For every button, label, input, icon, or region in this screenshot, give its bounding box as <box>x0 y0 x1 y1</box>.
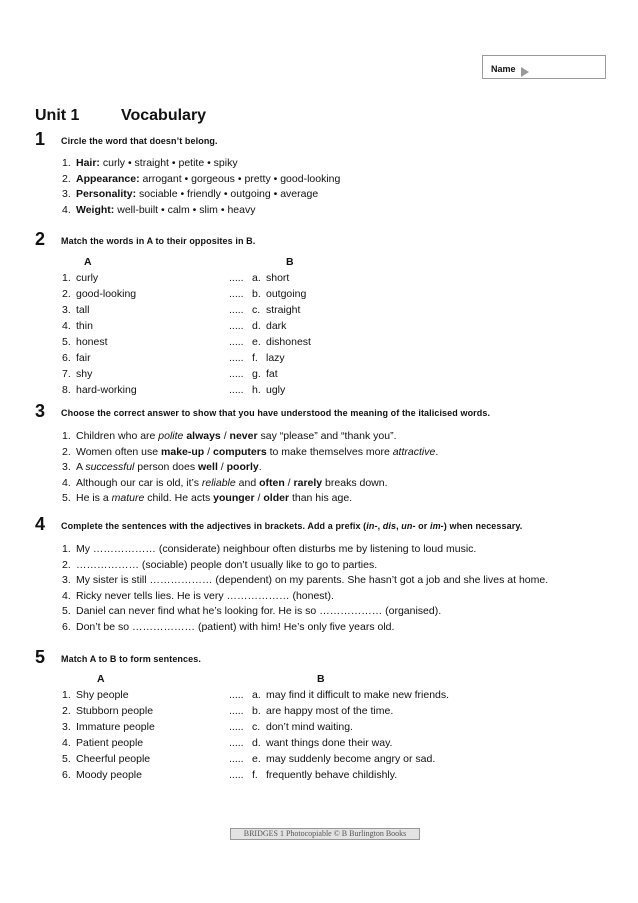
list-item: 2. Appearance: arrogant • gorgeous • pretty • good-looking <box>62 172 341 185</box>
list-item: 2. ……………… (sociable) people don’t usually like to go to parties. <box>62 558 378 571</box>
list-item: 2. Women often use make-up / computers to make themselves more attractive. <box>62 445 439 458</box>
list-item: 3. Personality: sociable • friendly • outgoing • average <box>62 188 319 200</box>
section-number: 1 <box>35 129 46 149</box>
answer-option[interactable]: make-up <box>161 445 205 458</box>
answer-option[interactable]: poorly <box>226 461 259 473</box>
column-a-header: A <box>97 673 105 685</box>
name-field[interactable] <box>482 55 606 79</box>
answer-option[interactable]: often <box>259 476 285 489</box>
section-1-list <box>62 156 340 218</box>
list-item: 5. He is a mature child. He acts younger / older than his age. <box>62 492 353 504</box>
list-item: 4. Although our car is old, it’s reliable and often / rarely breaks down. <box>62 476 388 489</box>
answer-option[interactable]: younger <box>213 492 255 504</box>
answer-option[interactable]: older <box>263 492 290 504</box>
answer-option[interactable]: rarely <box>293 476 323 489</box>
column-b-header: B <box>286 256 294 268</box>
list-item: 6. Don’t be so ……………… (patient) with him! He’s only five years old. <box>62 620 395 633</box>
list-item: 1. Children who are polite always / never say “please” and “thank you”. <box>62 430 397 442</box>
name-label: Name <box>491 64 516 74</box>
section-3-list <box>62 429 438 507</box>
arrow-icon <box>521 67 529 77</box>
list-item: 3. My sister is still ……………… (dependent) on my parents. She hasn’t got a job and she lives at home. <box>62 574 549 586</box>
page-title <box>35 107 206 125</box>
list-item: 4. Ricky never tells lies. He is very ……………… (honest). <box>62 589 334 602</box>
list-item: 5. Daniel can never find what he’s looking for. He is so ……………… (organised). <box>62 605 442 617</box>
answer-option[interactable]: well <box>198 461 218 473</box>
footer-copyright: BRIDGES 1 Photocopiable © B Burlington Books <box>230 828 420 840</box>
list-item: 1. My ……………… (considerate) neighbour often disturbs me by listening to loud music. <box>62 543 477 555</box>
answer-option[interactable]: never <box>229 430 258 442</box>
list-item: 4. Weight: well-built • calm • slim • heavy <box>62 203 256 216</box>
unit-title: Vocabulary <box>121 107 207 124</box>
answer-option[interactable]: always <box>186 430 221 442</box>
list-item: 1. Hair: curly • straight • petite • spiky <box>62 157 238 169</box>
section-instruction: Circle the word that doesn’t belong. <box>61 136 218 146</box>
column-b-header: B <box>317 673 325 685</box>
unit-number: Unit 1 <box>35 107 80 124</box>
column-a-header: A <box>84 256 92 268</box>
answer-option[interactable]: computers <box>212 445 267 458</box>
list-item: 3. A successful person does well / poorly. <box>62 461 262 473</box>
section-4-list <box>62 542 548 635</box>
